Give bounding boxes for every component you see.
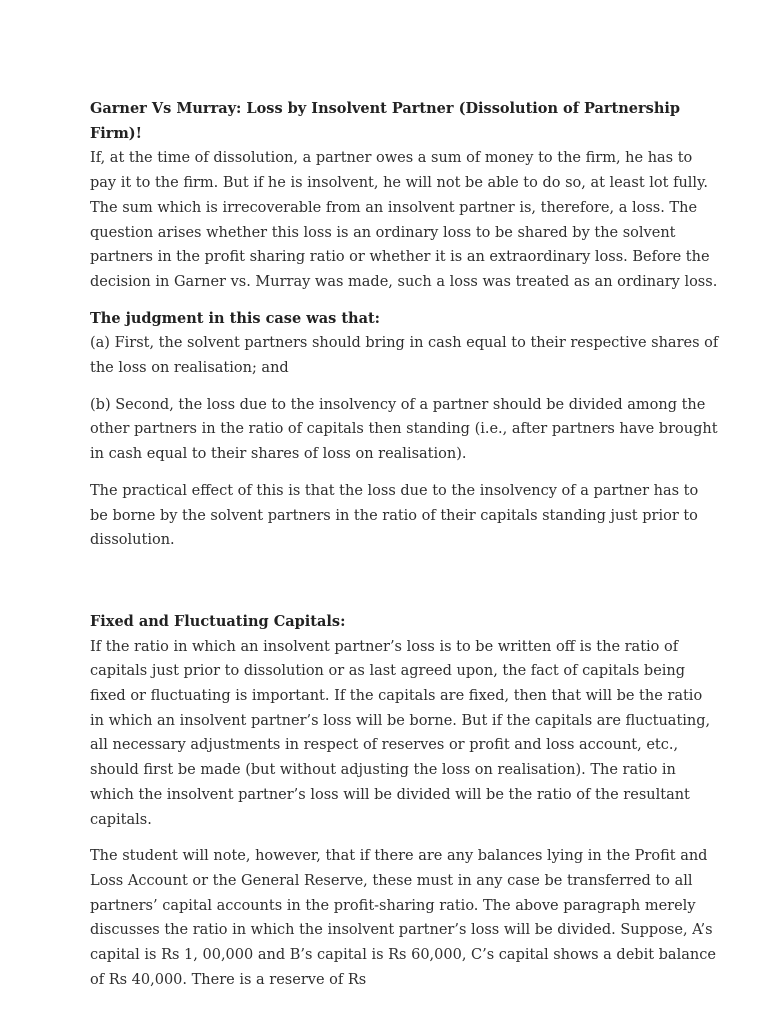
spacer	[90, 295, 720, 307]
spacer	[90, 832, 720, 844]
section-heading-fixed-fluctuating: Fixed and Fluctuating Capitals:	[90, 612, 346, 630]
spacer	[90, 467, 720, 479]
paragraph-dissolution-loss: If, at the time of dissolution, a partner owes a sum of money to the firm, he has to pay it to the firm. But if he is insolvent, he will not be able to do so, at least lot fully. The sum which is irrecoverable from an insolvent partner is, therefore, a loss. The question arises whether this loss is an ordinary loss to be shared by the solvent partners in the profit sharing ratio or whether it is an extraordinary loss. Before the decision in Garner vs. Murray was made, such a loss was treated as an ordinary loss.	[90, 150, 718, 290]
paragraph-judgment-b: (b) Second, the loss due to the insolvency of a partner should be divided among the other partners in the ratio of capitals then standing (i.e., after partners have brought in cash equal to their shares of loss on realisation).	[90, 396, 718, 463]
section-heading-garner-vs-murray: Garner Vs Murray: Loss by Insolvent Partner (Dissolution of Partnership Firm)!	[90, 100, 681, 142]
spacer	[90, 553, 720, 610]
document-page	[90, 97, 720, 993]
paragraph-capitals-ratio: If the ratio in which an insolvent partner’s loss is to be written off is the ratio of capitals just prior to dissolution or as last agreed upon, the fact of capitals being fixed or fluctuating is important. If the capitals are fixed, then that will be the ratio in which an insolvent partner’s loss will be borne. But if the capitals are fluctuating, all necessary adjustments in respect of reserves or profit and loss account, etc., should first be made (but without adjusting the loss on realisation). The ratio in which the insolvent partner’s loss will be divided will be the ratio of the resultant capitals.	[90, 638, 711, 828]
section-heading-judgment: The judgment in this case was that:	[90, 309, 381, 327]
spacer	[90, 381, 720, 393]
paragraph-judgment-a: (a) First, the solvent partners should bring in cash equal to their respective shares of the loss on realisation; and	[90, 335, 719, 377]
paragraph-student-note: The student will note, however, that if there are any balances lying in the Profit and Loss Account or the General Reserve, these must in any case be transferred to all partners’ capital accounts in the profit-sharing ratio. The above paragraph merely discusses the ratio in which the insolvent partner’s loss will be divided. Suppose, A’s capital is Rs 1, 00,000 and B’s capital is Rs 60,000, C’s capital shows a debit balance of Rs 40,000. There is a reserve of Rs	[90, 848, 716, 988]
paragraph-practical-effect: The practical effect of this is that the loss due to the insolvency of a partner has to be borne by the solvent partners in the ratio of their capitals standing just prior to dissolution.	[90, 482, 699, 549]
